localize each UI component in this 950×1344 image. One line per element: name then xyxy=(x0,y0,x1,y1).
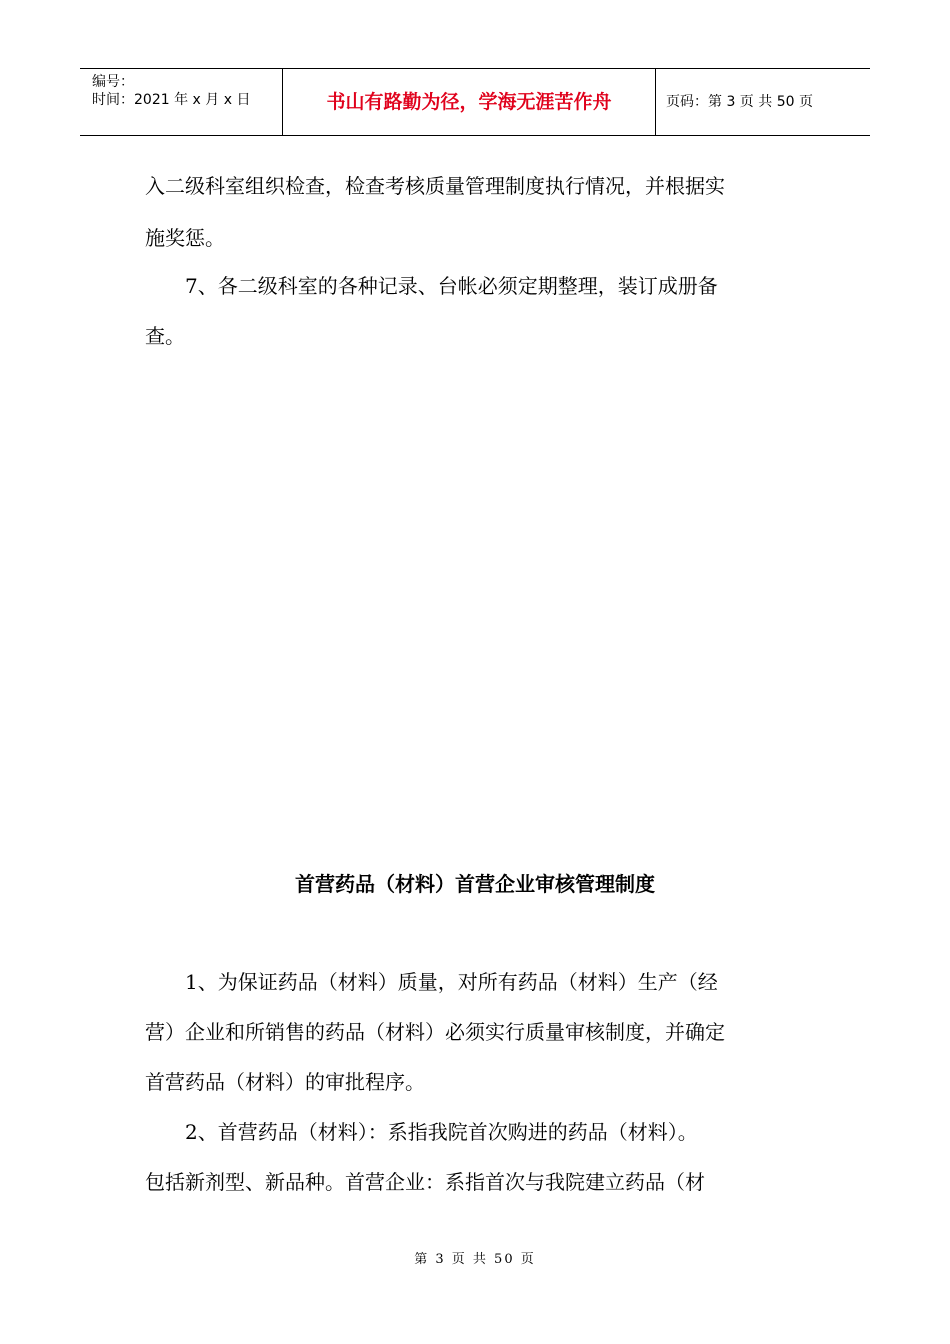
document-number-label: 编号： xyxy=(92,74,134,90)
body-line: 施奖惩。 xyxy=(145,226,225,250)
body-line: 入二级科室组织检查，检查考核质量管理制度执行情况，并根据实 xyxy=(145,174,725,198)
body-line: 2、首营药品（材料）：系指我院首次购进的药品（材料）。 xyxy=(145,1120,698,1144)
page-footer: 第 3 页 共 50 页 xyxy=(414,1252,536,1267)
header-meta xyxy=(80,69,283,135)
header-motto: 书山有路勤为径，学海无涯苦作舟 xyxy=(283,69,656,135)
body-line: 1、为保证药品（材料）质量，对所有药品（材料）生产（经 xyxy=(145,970,718,994)
section-title: 首营药品（材料）首营企业审核管理制度 xyxy=(295,872,655,896)
header-page-info: 页码：第 3 页 共 50 页 xyxy=(666,94,813,110)
page-header xyxy=(80,68,870,136)
body-line: 首营药品（材料）的审批程序。 xyxy=(145,1070,425,1094)
body-line: 包括新剂型、新品种。首营企业：系指首次与我院建立药品（材 xyxy=(145,1170,705,1194)
body-line: 查。 xyxy=(145,324,185,348)
body-line: 营）企业和所销售的药品（材料）必须实行质量审核制度，并确定 xyxy=(145,1020,725,1044)
body-line: 7、各二级科室的各种记录、台帐必须定期整理，装订成册备 xyxy=(145,274,718,298)
document-date-label: 时间：2021 年 x 月 x 日 xyxy=(92,92,251,108)
